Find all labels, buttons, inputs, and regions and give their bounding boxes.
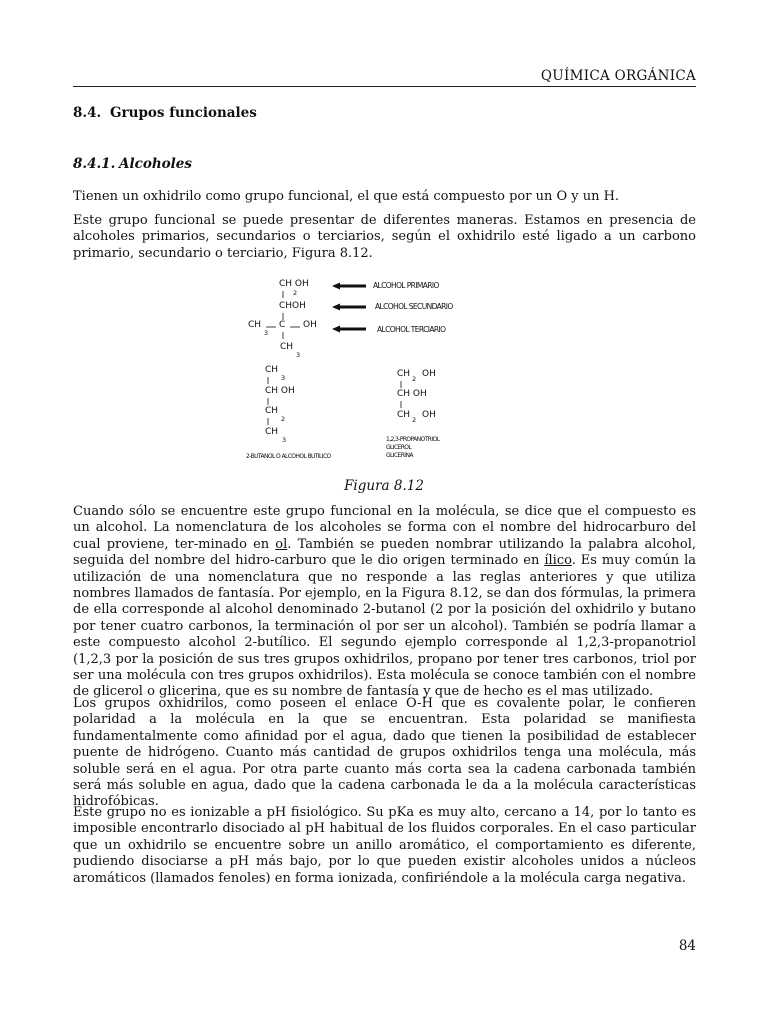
running-header (73, 66, 696, 87)
glycerol-oh-top: OH (422, 369, 436, 379)
label-glicerol: GLICEROL (386, 444, 412, 451)
paragraph-text: . También se pueden nombrar utilizando la palabra alcohol, seguida del nombre del hidro-carburo que le dio origen terminado en (73, 536, 696, 569)
figure-caption: Figura 8.12 (344, 478, 424, 494)
arrow-tertiary (332, 326, 366, 333)
arrow-secondary (332, 304, 366, 311)
label-glicerina: GLICERINA (386, 452, 413, 459)
formula-sub3: 3 (264, 329, 269, 337)
underlined-ilico: ílico (544, 553, 572, 569)
section-title: Grupos funcionales (110, 105, 257, 121)
butanol-ch3-bottom: CH (265, 427, 279, 437)
paragraph-ionization: Este grupo no es ionizable a pH fisiológico. Su pKa es muy alto, cercano a 14, por lo tanto es imposible encontrarlo disociado al pH habitual de los fluidos corporales. En el caso particular que un oxhidrilo se encuentre sobre un anillo aromático, el comportamiento es diferente, pudiendo disociarse a pH más bajo, por lo que pueden existir alcoholes unidos a núcleos aromáticos (llamados fenoles) en forma ionizada, confiriéndole a la molécula carga negativa. (73, 805, 696, 886)
label-propanotriol: 1,2,3-PROPANOTRIOL (386, 436, 440, 443)
paragraph-polarity: Los grupos oxhidrilos, como poseen el enlace O-H que es covalente polar, le confieren polaridad a la molécula en la que se encuentran. Esta polaridad se manifiesta fundamentalmente como afinidad por el agua, dado que tienen la posibilidad de establecer puente de hidrógeno. Cuanto más cantidad de grupos oxhidrilos tenga una molécula, más soluble será en el agua. Por otra parte cuanto más corta sea la cadena carbonada también será más soluble en agua, dado que la cadena carbonada le da a la molécula características hidrofóbicas. (73, 696, 696, 810)
formula-sub2: 2 (293, 289, 298, 297)
label-tertiary: ALCOHOL TERCIARIO (377, 325, 446, 334)
label-secondary: ALCOHOL SECUNDARIO (375, 302, 453, 311)
formula-sub3: 3 (281, 374, 286, 382)
formula-oh: OH (303, 320, 317, 330)
glycerol-ch2oh-top: CH (397, 369, 411, 379)
underlined-ol: ol (275, 536, 288, 552)
formula-ch-left: CH (248, 320, 262, 330)
paragraph-nomenclature (73, 504, 696, 701)
glycerol-choh: CH OH (397, 389, 427, 399)
subsection-heading (73, 156, 192, 172)
formula-choh: CHOH (279, 301, 306, 311)
paragraph-text: Cuando sólo se encuentre este grupo funcional en la molécula, se dice que el compuesto es un alcohol. La nomenclatura de los alcoholes se forma con el nombre del hidrocarburo del cual proviene, ter-minado en (73, 504, 696, 552)
butanol-ch3-top: CH (265, 365, 279, 375)
glycerol-oh-bottom: OH (422, 410, 436, 420)
header-title: QUÍMICA ORGÁNICA (540, 68, 696, 84)
paragraph-intro: Tienen un oxhidrilo como grupo funcional, el que está compuesto por un O y un H. (73, 189, 620, 204)
formula-sub3: 3 (296, 351, 301, 359)
subsection-number: 8.4.1. (73, 156, 116, 172)
butanol-choh: CH OH (265, 386, 295, 396)
label-butanol: 2-BUTANOL O ALCOHOL BUTILICO (246, 453, 331, 460)
arrow-primary (332, 283, 366, 290)
formula-sub2: 2 (281, 415, 286, 423)
label-primary: ALCOHOL PRIMARIO (373, 281, 439, 290)
page-number: 84 (678, 938, 696, 954)
formula-c: C (279, 320, 286, 330)
section-number: 8.4. (73, 105, 102, 121)
glycerol-ch2oh-bottom: CH (397, 410, 411, 420)
subsection-title: Alcoholes (119, 156, 192, 172)
alcohol-structures-diagram (240, 272, 480, 462)
formula-sub3: 3 (282, 436, 287, 444)
formula-ch2oh-top: CH OH (279, 279, 309, 289)
formula-ch-bottom: CH (280, 342, 294, 352)
figure-8-12 (240, 272, 480, 462)
section-heading (73, 105, 257, 121)
paragraph-types: Este grupo funcional se puede presentar de diferentes maneras. Estamos en presencia de alcoholes primarios, secundarios o terciarios, según el oxhidrilo esté ligado a un carbono primario, secundario o terciario, Figura 8.12. (73, 213, 696, 261)
paragraph-text: . Es muy común la utilización de una nomenclatura que no responde a las reglas anteriores y que utiliza nombres llamados de fantasía. Por ejemplo, en la Figura 8.12, se dan dos fórmulas, la primera de ella corresponde al alcohol denominado 2-butanol (2 por la posición del oxhidrilo y butano por tener cuatro carbonos, la terminación ol por ser un alcohol). También se podría llamar a este compuesto alcohol 2-butílico. El segundo ejemplo corresponde al 1,2,3-propanotriol (1,2,3 por la posición de sus tres grupos oxhidrilos, propano por tener tres carbonos, triol por ser una molécula con tres grupos oxhidrilos). Esta molécula se conoce también con el nombre de glicerol o glicerina, que es su nombre de fantasía y que de hecho es el mas utilizado. (73, 553, 696, 700)
formula-sub2: 2 (412, 375, 417, 383)
butanol-ch2: CH (265, 406, 279, 416)
formula-sub2: 2 (412, 416, 417, 424)
